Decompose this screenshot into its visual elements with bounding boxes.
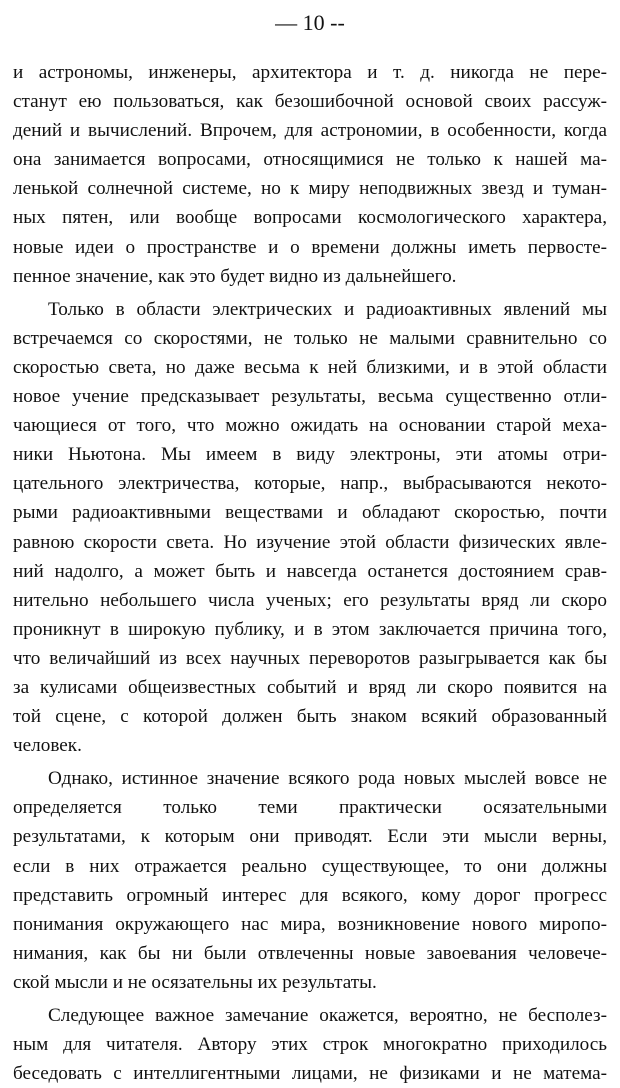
text-line: ской мысли и не осязательны их результаты. xyxy=(13,971,377,993)
text-line: если в них отражается реально существующее, то они должны xyxy=(13,855,607,877)
text-line: ленькой солнечной системе, но к миру неподвижных звезд и туман- xyxy=(13,178,607,200)
text-line: новое учение предсказывает результаты, весьма существенно отли- xyxy=(13,386,607,408)
text-line: представить огромный интерес для всякого, кому дорог прогресс xyxy=(13,884,607,906)
text-line: нительно небольшего числа ученых; его результаты вряд ли скоро xyxy=(13,589,607,611)
text-line: человек. xyxy=(13,735,82,757)
text-line: за кулисами общеизвестных событий и вряд ли скоро появится на xyxy=(13,676,607,698)
text-line: и астрономы, инженеры, архитектора и т. д. никогда не пере- xyxy=(13,62,607,83)
text-line: ных пятен, или вообще вопросами космологического характера, xyxy=(13,207,607,229)
text-line: ний надолго, а может быть и навсегда останется достоянием срав- xyxy=(13,560,607,582)
text-line: нимания, как бы ни были отвлеченны новые завоевания человече- xyxy=(13,942,607,964)
text-line: она занимается вопросами, относящимися не только к нашей ма- xyxy=(13,149,607,171)
text-line: новые идеи о пространстве и о времени должны иметь первосте- xyxy=(13,236,607,258)
paragraph-4 xyxy=(13,1001,607,1088)
text-line: чающиеся от того, что можно ожидать на основании старой меха- xyxy=(13,415,607,437)
text-line: проникнут в широкую публику, и в этом заключается причина того, xyxy=(13,618,607,640)
text-line: станут ею пользоваться, как безошибочной основой своих рассуж- xyxy=(13,91,607,113)
text-line: Следующее важное замечание окажется, вероятно, не бесполез- xyxy=(48,1005,607,1026)
text-line: что величайший из всех научных переворотов разыгрывается как бы xyxy=(13,647,607,669)
paragraph-2 xyxy=(13,295,607,761)
paragraph-3 xyxy=(13,764,607,997)
body-text xyxy=(13,58,607,1088)
text-line: беседовать с интеллигентными лицами, не физиками и не матема- xyxy=(13,1063,607,1085)
text-line: понимания окружающего нас мира, возникновение нового миропо- xyxy=(13,913,607,935)
text-line: равною скорости света. Но изучение этой области физических явле- xyxy=(13,531,607,553)
text-line: скоростью света, но даже весьма к ней близкими, и в этой области xyxy=(13,356,607,378)
text-line: ным для читателя. Автору этих строк многократно приходилось xyxy=(13,1034,607,1056)
text-line: ники Ньютона. Мы имеем в виду электроны, эти атомы отри- xyxy=(13,444,607,466)
text-line: той сцене, с которой должен быть знаком всякий образованный xyxy=(13,706,607,728)
text-line: пенное значение, как это будет видно из дальнейшего. xyxy=(13,265,457,287)
paragraph-1 xyxy=(13,58,607,291)
text-line: дений и вычислений. Впрочем, для астрономии, в особенности, когда xyxy=(13,120,607,142)
text-line: определяется только теми практически осязательными xyxy=(13,797,607,819)
text-line: Однако, истинное значение всякого рода новых мыслей вовсе не xyxy=(48,768,607,790)
text-line: Только в области электрических и радиоактивных явлений мы xyxy=(48,298,607,320)
text-line: встречаемся со скоростями, не только не малыми сравнительно со xyxy=(13,327,607,349)
text-line: цательного электричества, которые, напр., выбрасываются некото- xyxy=(13,473,607,495)
text-line: рыми радиоактивными веществами и обладают скоростью, почти xyxy=(13,502,607,524)
page-number: — 10 -- xyxy=(275,10,345,35)
text-line: результатами, к которым они приводят. Если эти мысли верны, xyxy=(13,826,607,848)
